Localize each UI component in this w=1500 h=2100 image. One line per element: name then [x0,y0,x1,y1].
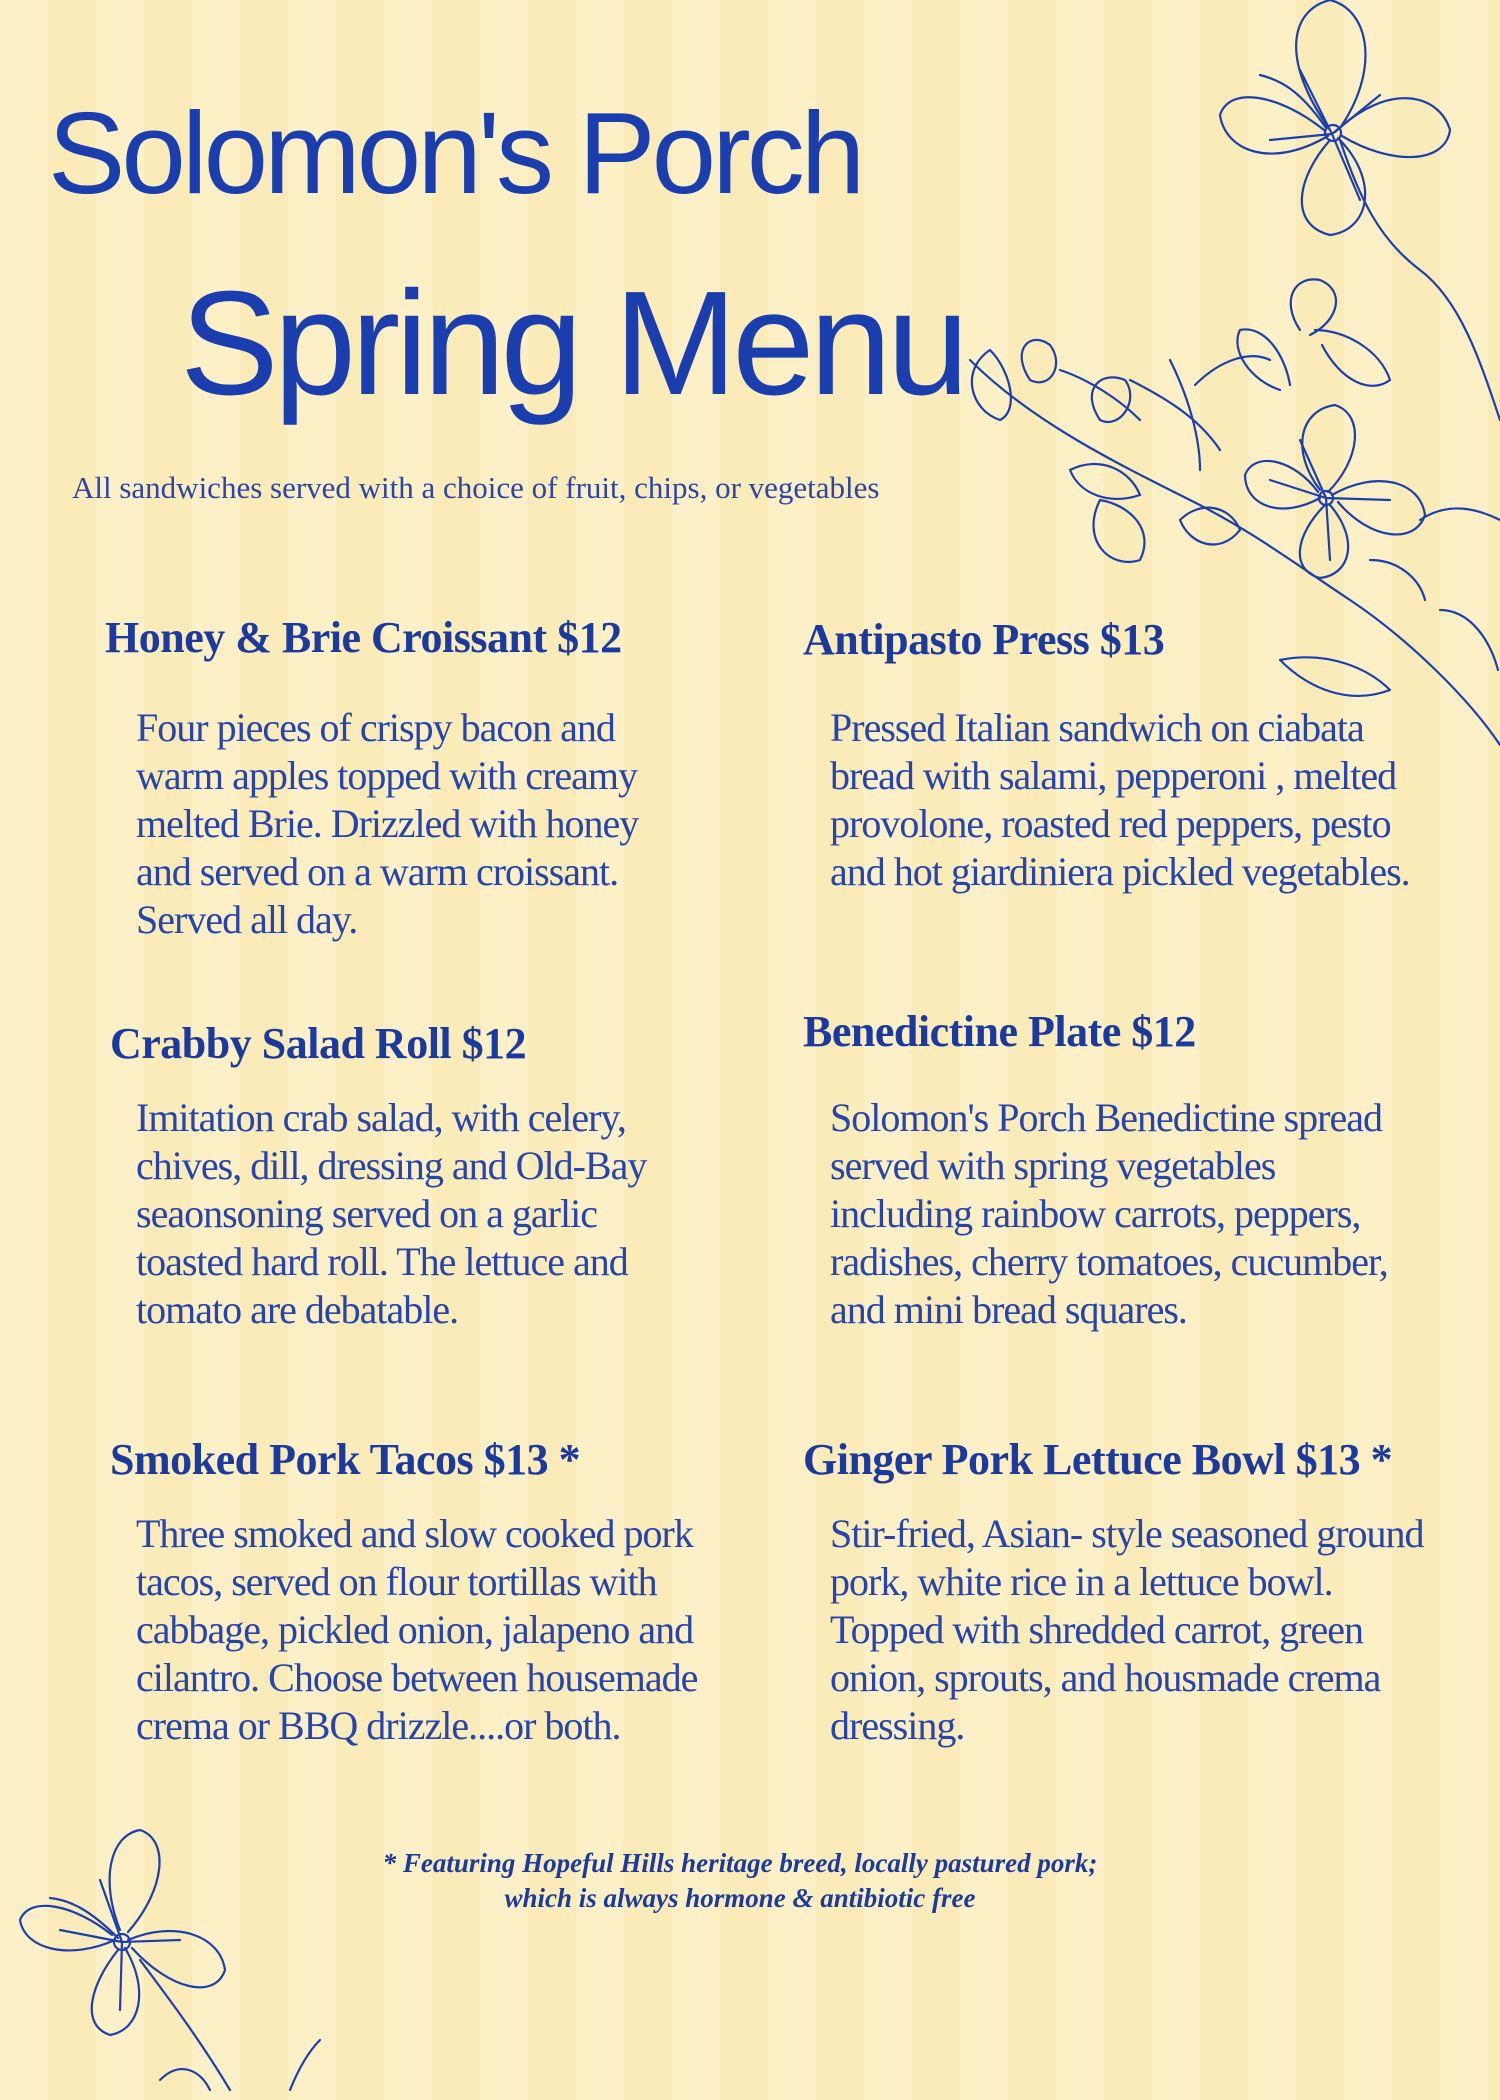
footnote-line-1: * Featuring Hopeful Hills heritage breed, locally pastured pork; [382,1848,1098,1878]
menu-item-name: Antipasto Press $13 [803,615,1165,664]
menu-item-name: Benedictine Plate $12 [803,1007,1196,1056]
menu-item-name: Ginger Pork Lettuce Bowl $13 * [803,1435,1393,1484]
menu-item-description: Stir-fried, Asian- style seasoned ground pork, white rice in a lettuce bowl. Topped with shredded carrot, green onion, sprouts, and housmade crema dressing. [830,1511,1424,1748]
flower-illustration-bottom-left [0,1790,340,2100]
menu-item-description: Imitation crab salad, with celery, chives, dill, dressing and Old-Bay seaonsoning served on a garlic toasted hard roll. The lettuce and tomato are debatable. [136,1095,647,1332]
menu-item-name: Smoked Pork Tacos $13 * [110,1435,581,1484]
menu-item-description: Three smoked and slow cooked pork tacos, served on flour tortillas with cabbage, pickled onion, jalapeno and cilantro. Choose between housemade crema or BBQ drizzle....or both. [136,1511,698,1748]
tagline: All sandwiches served with a choice of fruit, chips, or vegetables [72,470,880,505]
restaurant-name: Solomon's Porch [48,88,862,218]
menu-title: Spring Menu [180,261,965,426]
menu-item-description: Four pieces of crispy bacon and warm apples topped with creamy melted Brie. Drizzled with honey and served on a warm croissant. Served all day. [136,705,639,942]
menu-item-name: Crabby Salad Roll $12 [110,1019,527,1068]
menu-item-description: Solomon's Porch Benedictine spread served with spring vegetables including rainbow carrots, peppers, radishes, cherry tomatoes, cucumber, and mini bread squares. [830,1095,1388,1332]
menu-item-name: Honey & Brie Croissant $12 [105,613,622,662]
menu-item-description: Pressed Italian sandwich on ciabata bread with salami, pepperoni , melted provolone, roasted red peppers, pesto and hot giardiniera pickled vegetables. [830,705,1410,894]
footnote-line-2: which is always hormone & antibiotic free [504,1883,976,1913]
pork-source-footnote [300,1846,1180,1916]
